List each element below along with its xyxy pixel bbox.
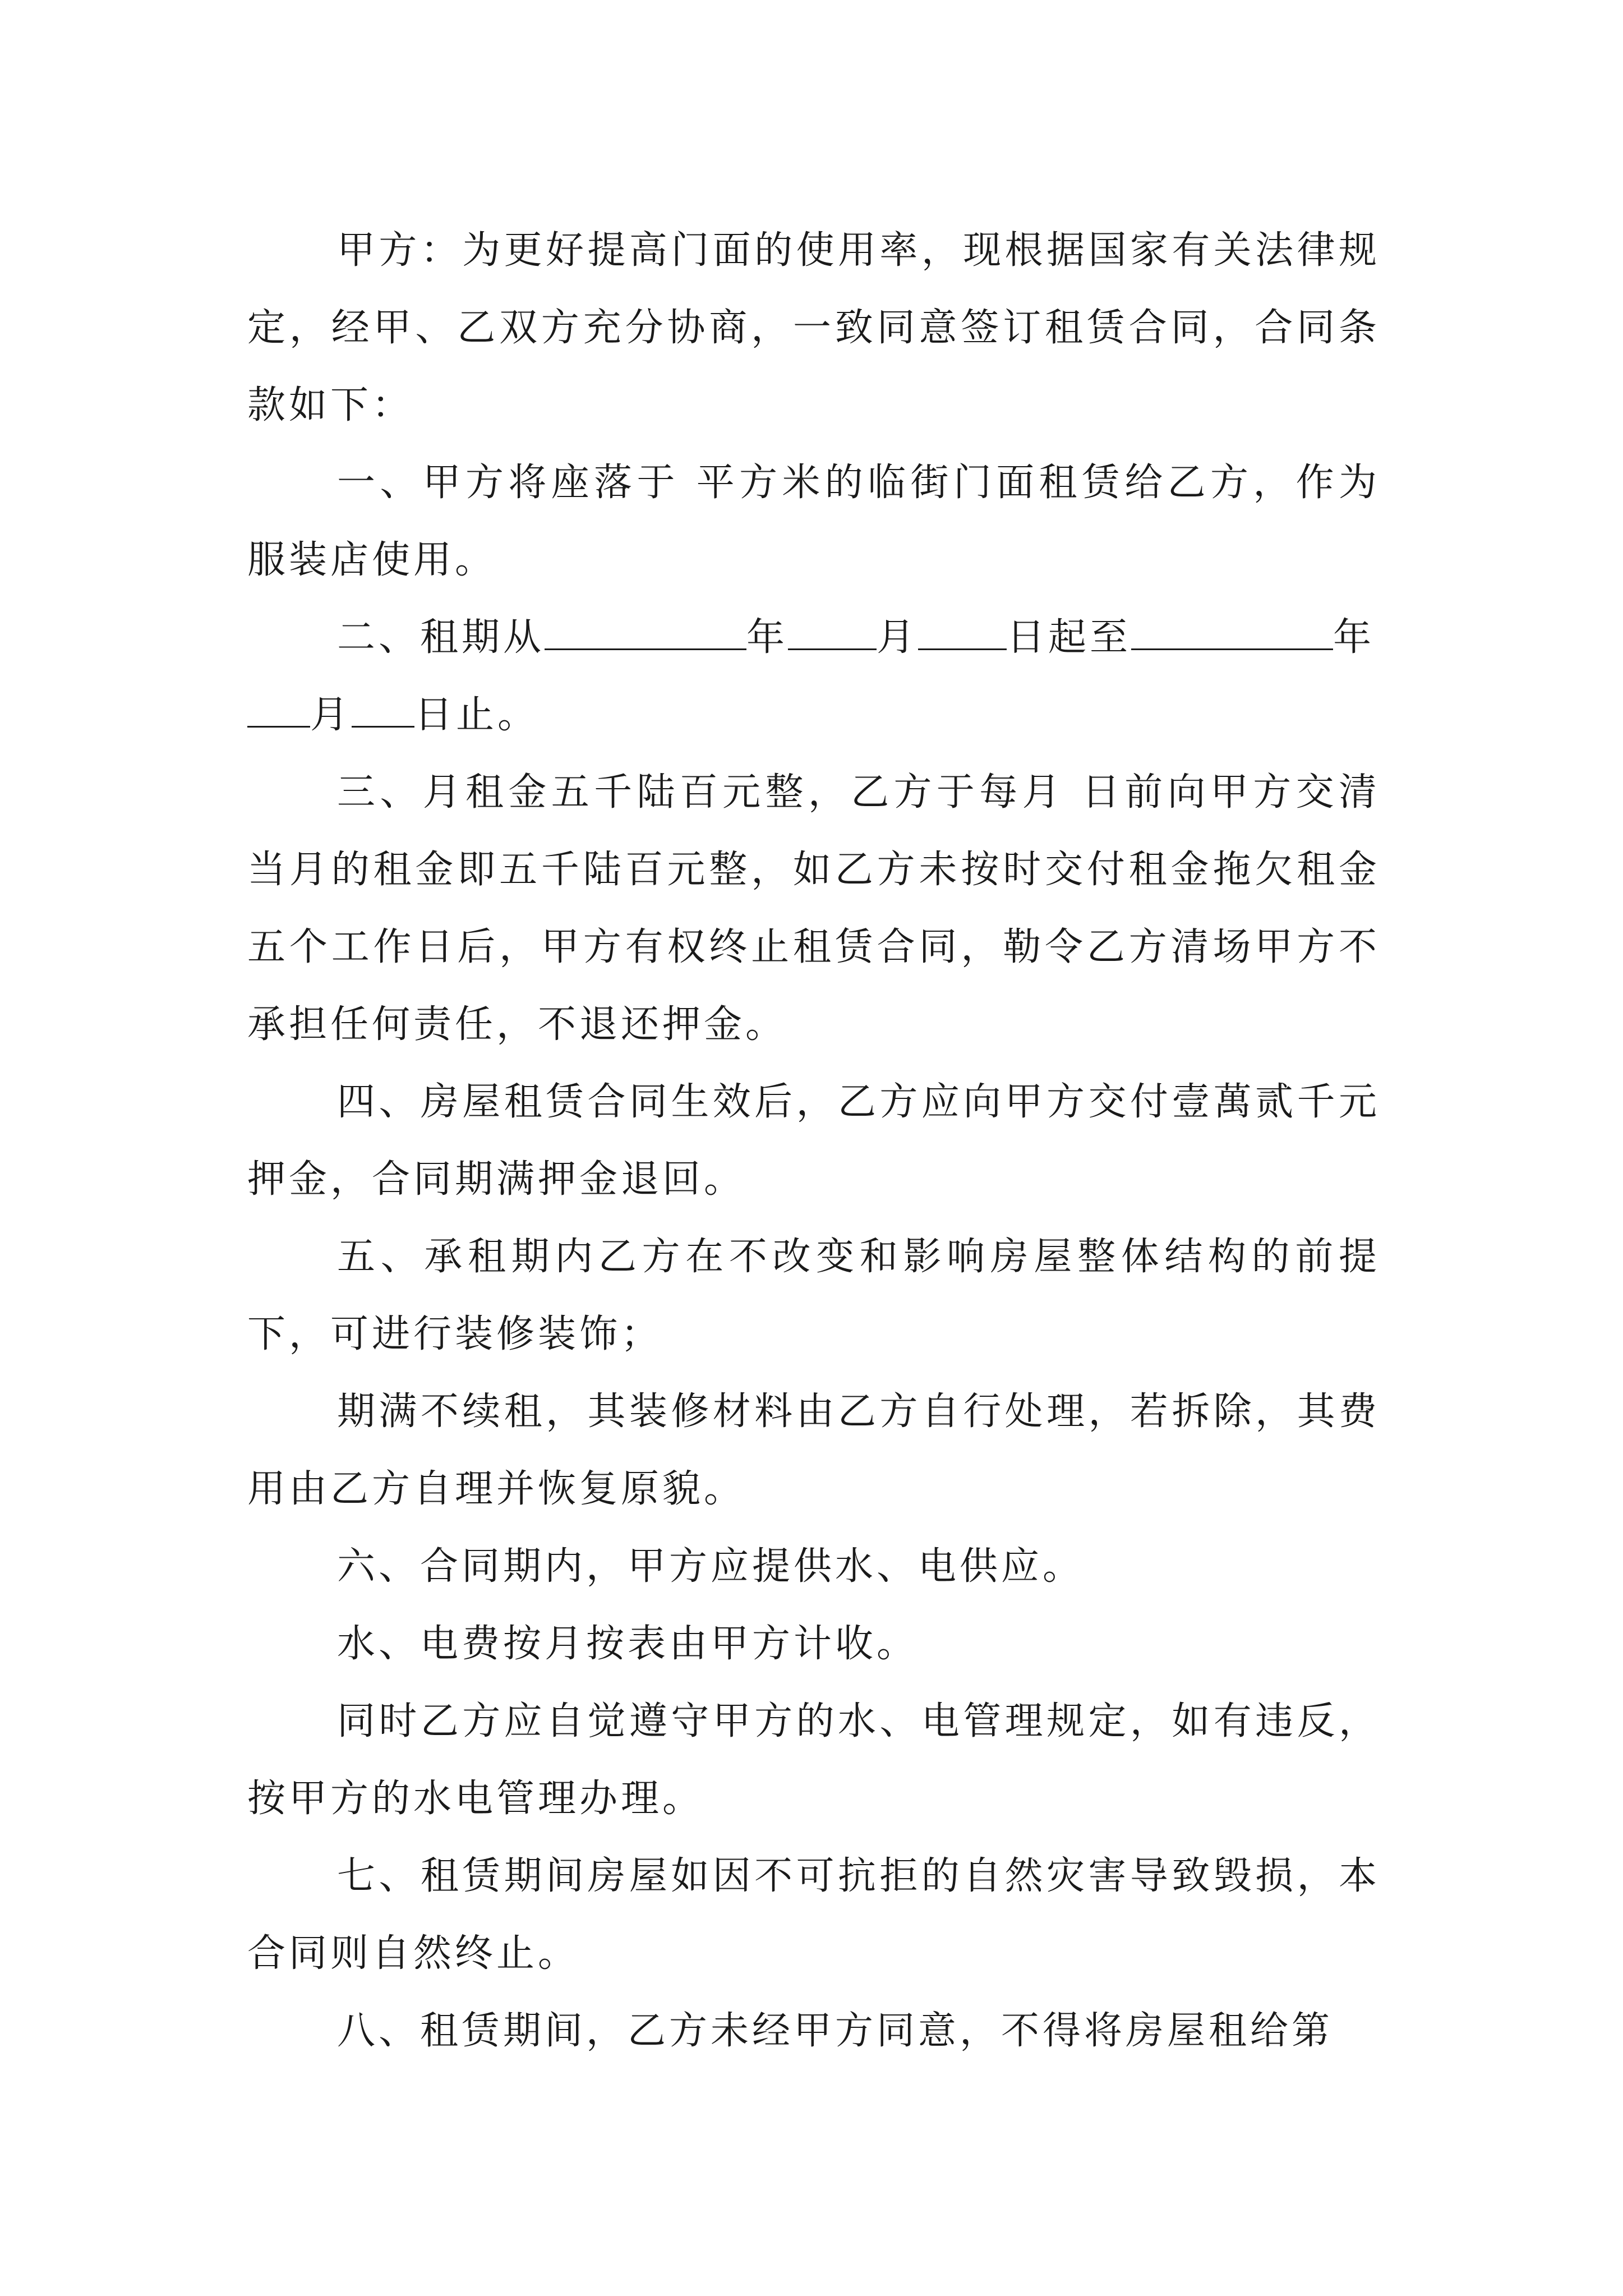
clause-4: 四、房屋租赁合同生效后，乙方应向甲方交付壹萬贰千元押金，合同期满押金退回。 bbox=[247, 1080, 1380, 1202]
term-month-1: 月 bbox=[877, 615, 919, 660]
term-year-2: 年 bbox=[1333, 615, 1375, 660]
clause-5: 五、承租期内乙方在不改变和影响房屋整体结构的前提下，可进行装修装饰； bbox=[247, 1235, 1380, 1356]
clause-1: 一、甲方将座落于 平方米的临街门面租赁给乙方，作为服装店使用。 bbox=[247, 461, 1380, 582]
clause-7: 七、租赁期间房屋如因不可抗拒的自然灾害导致毁损，本合同则自然终止。 bbox=[247, 1854, 1380, 1976]
clause-6-fees: 水、电费按月按表由甲方计收。 bbox=[337, 1622, 919, 1666]
term-month-2: 月 bbox=[310, 693, 352, 737]
clause-6-rules: 同时乙方应自觉遵守甲方的水、电管理规定，如有违反，按甲方的水电管理办理。 bbox=[247, 1699, 1380, 1821]
blank-start-month bbox=[788, 614, 877, 650]
clause-8: 八、租赁期间，乙方未经甲方同意，不得将房屋租给第 bbox=[337, 2009, 1334, 2053]
clause-2-term bbox=[247, 599, 1380, 754]
blank-start-year bbox=[545, 614, 746, 650]
blank-end-month bbox=[247, 691, 310, 728]
term-day-end: 日止。 bbox=[414, 693, 540, 737]
clause-5-continued: 期满不续租，其装修材料由乙方自行处理，若拆除，其费用由乙方自理并恢复原貌。 bbox=[247, 1389, 1380, 1511]
paragraph-intro: 甲方：为更好提高门面的使用率，现根据国家有关法律规定，经甲、乙双方充分协商，一致同意签订租赁合同，合同条款如下： bbox=[247, 228, 1380, 427]
term-year-1: 年 bbox=[746, 615, 789, 660]
blank-start-day bbox=[918, 614, 1007, 650]
clause-3: 三、月租金五千陆百元整，乙方于每月 日前向甲方交清当月的租金即五千陆百元整，如乙方未按时交付租金拖欠租金五个工作日后，甲方有权终止租赁合同，勒令乙方清场甲方不承担任何责任，不退还押金。 bbox=[247, 770, 1380, 1047]
blank-end-year bbox=[1131, 614, 1333, 650]
document-body bbox=[247, 212, 1380, 2070]
clause-6: 六、合同期内，甲方应提供水、电供应。 bbox=[337, 1544, 1085, 1589]
term-prefix: 二、租期从 bbox=[337, 615, 545, 660]
term-day-from: 日起至 bbox=[1007, 615, 1132, 660]
blank-end-day bbox=[352, 691, 414, 728]
